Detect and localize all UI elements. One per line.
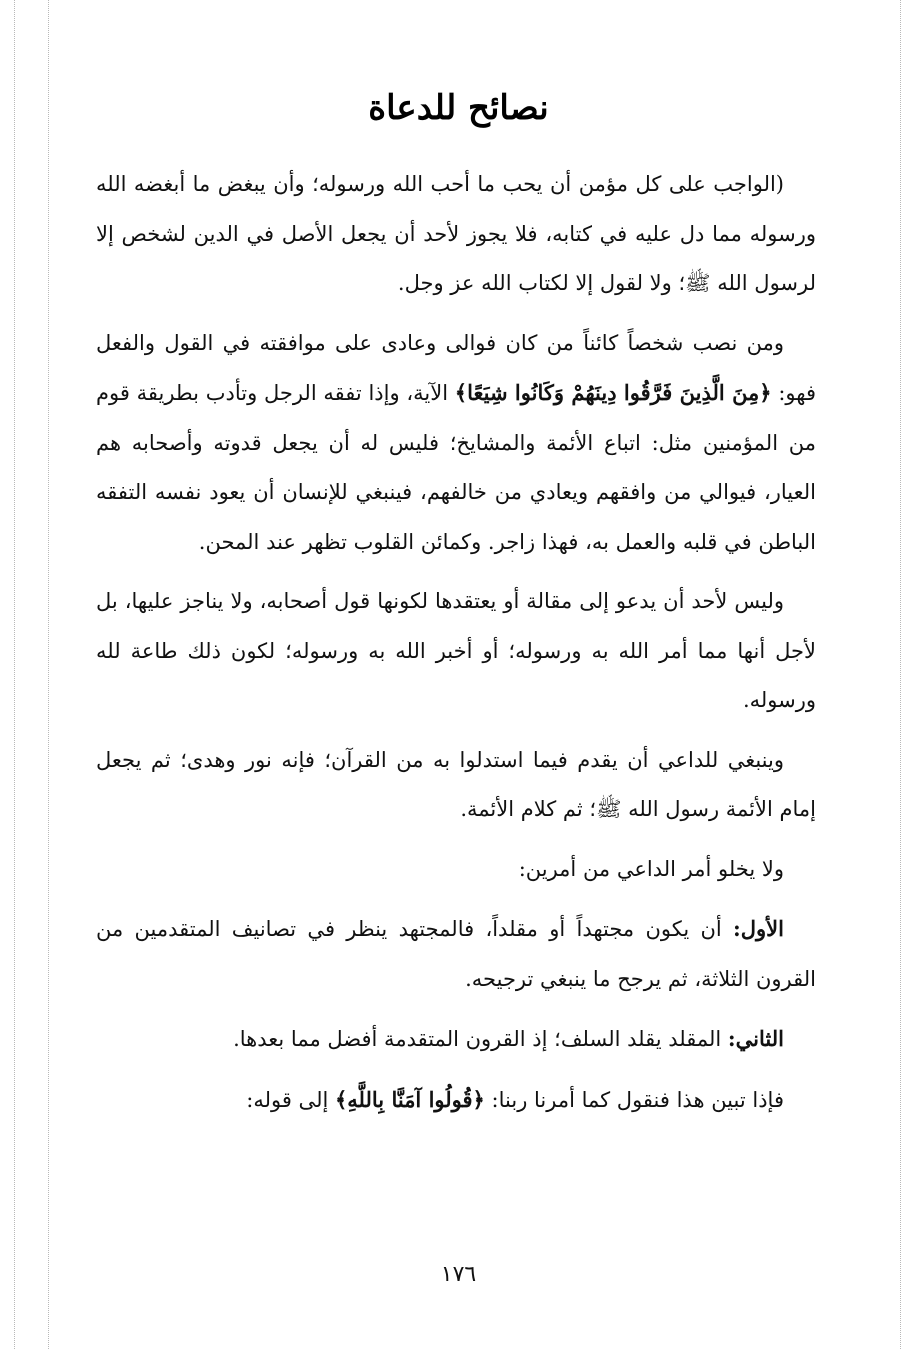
- scan-margin-line: [900, 0, 901, 1349]
- page-title: نصائح للدعاة: [368, 88, 549, 128]
- paragraph-text: ومن نصب شخصاً كائناً من كان فوالى وعادى على موافقته في القول والفعل فهو:: [96, 330, 816, 405]
- paragraph-text: إلى قوله:: [246, 1087, 335, 1112]
- paragraph-text: (الواجب على كل مؤمن أن يحب ما أحب الله ورسوله؛ وأن يبغض ما أبغضه الله ورسوله مما دل عليه في كتابه، فلا يجوز لأحد أن يجعل الأصل في الدين لشخص إلا لرسول الله ﷺ؛ ولا لقول إلا لكتاب الله عز وجل.: [96, 172, 816, 295]
- scan-margin-line: [14, 0, 15, 1349]
- paragraph-text: الآية، وإذا تفقه الرجل وتأدب بطريقة قوم من المؤمنين مثل: اتباع الأئمة والمشايخ؛ فليس له أن يجعل قدوته وأصحابه هم العيار، فيوالي من وافقهم ويعادي من خالفهم، فينبغي للإنسان أن يعود نفسه التفقه الباطن في قلبه والعمل به، فهذا زاجر. وكمائن القلوب تظهر عند المحن.: [96, 381, 816, 554]
- paragraph-label: الأول:: [733, 916, 784, 941]
- paragraph: [96, 160, 816, 309]
- paragraph-text: وينبغي للداعي أن يقدم فيما استدلوا به من القرآن؛ فإنه نور وهدى؛ ثم يجعل إمام الأئمة رسول الله ﷺ؛ ثم كلام الأئمة.: [96, 747, 816, 821]
- paragraph-label: الثاني:: [727, 1026, 784, 1051]
- paragraph-text: فإذا تبين هذا فنقول كما أمرنا ربنا:: [484, 1087, 784, 1112]
- paragraph: [96, 1075, 816, 1126]
- paragraph-text: المقلد يقلد السلف؛ إذ القرون المتقدمة أفضل مما بعدها.: [233, 1027, 728, 1051]
- quran-verse: ﴿قُولُوا آمَنَّا بِاللَّهِ﴾: [334, 1086, 485, 1112]
- paragraph-text: أن يكون مجتهداً أو مقلداً، فالمجتهد ينظر في تصانيف المتقدمين من القرون الثلاثة، ثم يرجح ما ينبغي ترجيحه.: [96, 917, 816, 991]
- document-body: [96, 160, 816, 1135]
- paragraph: [96, 577, 816, 726]
- paragraph: [96, 1014, 816, 1065]
- quran-verse: ﴿مِنَ الَّذِينَ فَرَّقُوا دِينَهُمْ وَكَانُوا شِيَعًا﴾: [454, 380, 772, 405]
- page-number: ١٧٦: [440, 1262, 477, 1287]
- paragraph: [96, 845, 816, 895]
- paragraph: [96, 904, 816, 1004]
- paragraph: [96, 319, 816, 568]
- paragraph-text: وليس لأحد أن يدعو إلى مقالة أو يعتقدها لكونها قول أصحابه، ولا يناجز عليها، بل لأجل أنها مما أمر الله به ورسوله؛ أو أخبر الله به ورسوله؛ لكون ذلك طاعة لله ورسوله.: [96, 589, 817, 712]
- paragraph: [96, 736, 816, 835]
- paragraph-text: ولا يخلو أمر الداعي من أمرين:: [518, 856, 784, 881]
- scan-margin-line: [48, 0, 49, 1349]
